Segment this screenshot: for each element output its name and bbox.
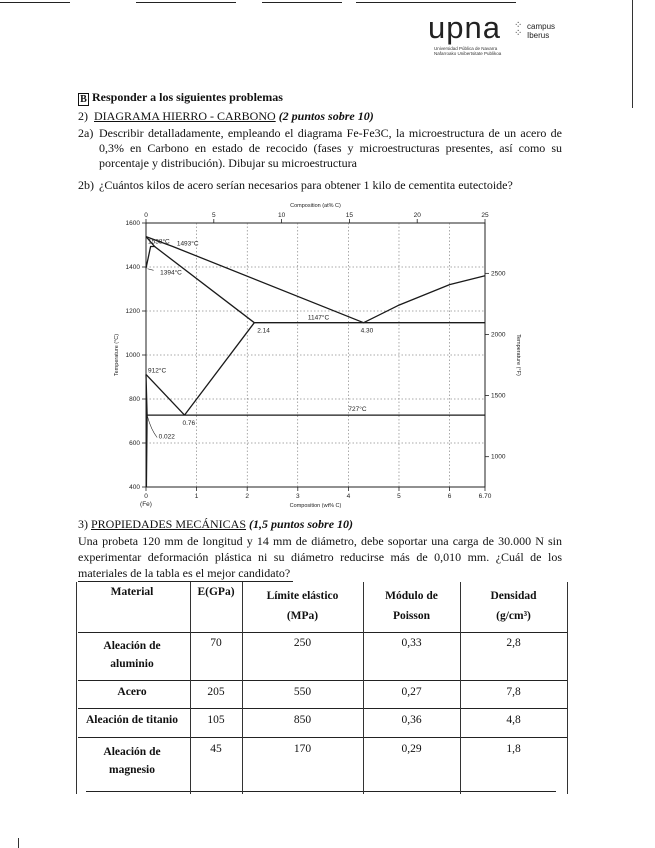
label-4-30: 4.30: [360, 327, 374, 335]
x-tick-label: 5: [397, 493, 401, 500]
top-axis-label: Composition (at% C): [290, 203, 341, 209]
y-axis-label-left: Temperature (°C): [114, 333, 120, 377]
cell-e: 105: [207, 714, 225, 726]
material-name: Aleación de aluminio: [103, 640, 161, 670]
q3-heading: 3) PROPIEDADES MECÁNICAS (1,5 puntos sobre 10): [78, 517, 354, 531]
table-row: [74, 737, 567, 787]
y-tick-label: 1200: [125, 308, 140, 315]
phase-line-Acm: [185, 323, 255, 415]
q2b-label: 2b): [78, 178, 94, 192]
table-row: [74, 632, 567, 680]
label-0-76: 0.76: [182, 420, 196, 428]
scan-line-top: [356, 2, 516, 3]
table-row: [74, 708, 567, 737]
header-yield: Límite elástico (MPa): [266, 590, 339, 622]
y-tick-label: 600: [129, 440, 140, 447]
phase-line-solidus: [155, 247, 255, 323]
scan-line-right: [632, 0, 633, 108]
label-1493: 1493°C: [176, 240, 199, 248]
x-start-label: (Fe): [140, 501, 152, 508]
materials-table: [74, 582, 567, 787]
q2-heading: 2) DIAGRAMA HIERRO - CARBONO (2 puntos sobre 10): [78, 109, 374, 123]
leader-line: [148, 417, 158, 438]
table-line: [567, 582, 568, 794]
y-tick-label: 1000: [125, 352, 140, 359]
y-tick-label: 1600: [125, 220, 140, 227]
x-tick-label: 6: [447, 493, 452, 500]
q3-text-line3: materiales de la tabla es el mejor candidato?: [78, 566, 291, 580]
label-727: 727°C: [348, 406, 367, 414]
top-tick-label: 20: [413, 212, 421, 219]
right-tick-label: 2000: [491, 331, 506, 339]
q3-text-line1: Una probeta 120 mm de longitud y 14 mm de diámetro, debe soportar una carga de 30.000 N sin: [78, 534, 562, 548]
header-material: Material: [110, 586, 154, 598]
table-row: [74, 680, 567, 708]
x-axis-label: Composition (wt% C): [289, 503, 342, 509]
x-tick-label: 4: [346, 493, 351, 500]
cell-density: 4,8: [506, 714, 521, 726]
scan-line-top: [262, 2, 342, 3]
cell-yield: 550: [293, 686, 312, 698]
label-912: 912°C: [148, 367, 167, 375]
table-header-row: [74, 582, 567, 632]
table-line: [86, 791, 556, 792]
material-name: Acero: [117, 686, 147, 698]
campus-iberus-logo: campus Iberus: [527, 22, 556, 40]
x-tick-label: 6.70: [478, 493, 492, 500]
phase-line-A3: [146, 374, 185, 415]
cell-e: 70: [210, 637, 222, 649]
header-poisson: Módulo de Poisson: [385, 590, 438, 622]
y-tick-label: 400: [129, 484, 140, 491]
q2b-text: ¿Cuántos kilos de acero serían necesarios para obtener 1 kilo de cementita eutectoide?: [99, 178, 513, 192]
x-tick-label: 0: [144, 493, 148, 500]
header-e: E(GPa): [197, 586, 235, 598]
cell-e: 205: [207, 686, 225, 698]
top-tick-label: 5: [211, 212, 216, 219]
right-tick-label: 2500: [491, 270, 506, 278]
phase-line-liquidus: [146, 237, 485, 323]
cell-yield: 850: [293, 714, 312, 726]
section-b-heading: B Responder a los siguientes problemas: [78, 90, 283, 106]
y-tick-label: 800: [129, 396, 140, 403]
upna-logo: upna: [428, 10, 501, 45]
x-tick-label: 2: [245, 493, 250, 500]
cell-density: 2,8: [506, 637, 521, 649]
cell-e: 45: [210, 743, 222, 755]
cell-poisson: 0,33: [401, 637, 422, 649]
scan-mark-bottom: [18, 838, 19, 848]
label-2-14: 2.14: [257, 327, 270, 335]
iron-carbon-diagram: [100, 196, 520, 510]
x-tick-label: 1: [194, 493, 199, 500]
cell-density: 7,8: [506, 686, 521, 698]
top-tick-label: 10: [277, 212, 286, 219]
label-0-022: 0.022: [158, 433, 175, 441]
right-tick-label: 1000: [491, 453, 506, 461]
cell-density: 1,8: [506, 743, 521, 755]
campus-iberus-icon: ⁘ ⁘: [514, 20, 523, 39]
material-name: Aleación de titanio: [86, 714, 178, 726]
y-tick-label: 1400: [125, 264, 140, 271]
q3-text-line2: experimentar deformación plástica ni su diámetro reducirse más de 0,010 mm. ¿Cuál de los: [78, 550, 562, 564]
scan-line-top: [136, 2, 236, 3]
cell-yield: 170: [293, 743, 312, 755]
cell-poisson: 0,27: [401, 686, 422, 698]
top-tick-label: 25: [481, 212, 489, 219]
q2a-text: Describir detalladamente, empleando el diagrama Fe-Fe3C, la microestructura de un acero de 0,3% en Carbono en estado de recocido (fases y microestructuras presentes, así como su porcentaje y distribución). Dibujar su microestructura: [99, 126, 562, 170]
label-1394: 1394°C: [160, 269, 182, 277]
section-marker: B: [78, 93, 89, 106]
material-name: Aleación de magnesio: [103, 746, 161, 776]
top-tick-label: 0: [144, 212, 148, 219]
cell-poisson: 0,29: [401, 743, 422, 755]
right-tick-label: 1500: [491, 392, 506, 400]
top-tick-label: 15: [345, 212, 354, 219]
label-1147: 1147°C: [307, 314, 330, 322]
cell-yield: 250: [293, 637, 312, 649]
x-tick-label: 3: [295, 493, 300, 500]
cell-poisson: 0,36: [401, 714, 422, 726]
q2a-label: 2a): [78, 126, 94, 140]
leader-line: [148, 269, 154, 271]
y-axis-label-right: Temperature (°F): [515, 334, 521, 376]
label-1538: 1538°C: [148, 238, 170, 246]
header-density: Densidad (g/cm³): [490, 590, 537, 622]
scan-line-top: [0, 2, 70, 3]
university-name: Universidad Pública de Navarra Nafarroako Unibertsitate Publikoa: [434, 46, 502, 56]
